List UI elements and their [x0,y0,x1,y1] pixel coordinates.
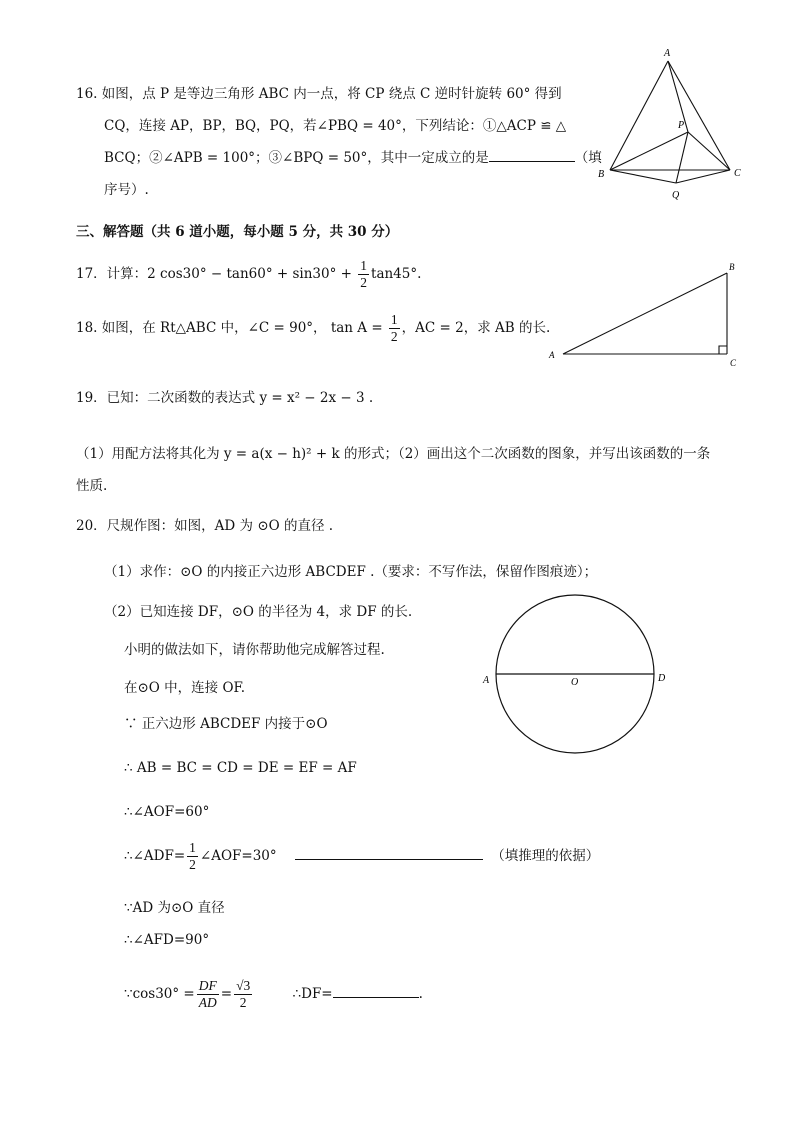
q17-den: 2 [360,275,368,290]
q20-step8-conclusion: ∴DF= [292,986,333,1002]
q20-step8-text: ∵cos30° = [124,986,195,1002]
fig16-label-b: B [598,169,605,180]
q18-fraction [389,312,400,345]
fig16-line-ac [668,61,730,170]
q16-line3-tail: （填 [574,150,602,166]
q20-step6: ∵AD 为⊙O 直径 [124,900,225,916]
q20-step5-hint: （填推理的依据） [491,848,600,864]
fig18-line-ab [563,273,727,354]
fig16-line-ab [610,61,668,170]
q19-line3: 性质. [76,478,108,494]
fig16-label-q: Q [672,190,680,201]
q20-step2: ∵ 正六边形 ABCDEF 内接于⊙O [124,716,328,732]
q17-suffix: tan45°. [371,266,422,282]
q20-step8-root-num: √3 [236,978,251,993]
q20-intro: 小明的做法如下，请你帮助他完成解答过程. [124,642,385,658]
q20-reason-blank[interactable] [295,847,483,860]
q18-text: 18. 如图，在 Rt△ABC 中，∠C = 90°， tan A = [76,320,387,336]
q17-num: 1 [360,258,368,273]
q20-df-blank[interactable] [333,985,419,998]
q20-step8-root-fraction [234,978,252,1011]
fig20-label-d: D [658,673,666,684]
q17 [76,258,421,291]
q20-part1: （1）求作：⊙O 的内接正六边形 ABCDEF .（要求：不写作法，保留作图痕迹）； [104,564,598,580]
fig20-label-o: O [571,677,579,688]
q20-step8-num: DF [198,978,217,993]
q20-step5-fraction [187,840,198,873]
fig16-line-cq [676,170,730,183]
q20-step4: ∴∠AOF=60° [124,804,210,820]
fig16-line-cp [688,132,730,170]
q16-line4: 序号）. [104,182,149,198]
q20-step5-den: 2 [189,857,196,872]
q17-text: 17．计算：2 cos30° − tan60° + sin30° + [76,266,357,282]
q18 [76,312,550,345]
q20-step8-root-den: 2 [239,995,247,1010]
q20-step1: 在⊙O 中，连接 OF. [124,680,246,696]
q20-step3: ∴ AB = BC = CD = DE = EF = AF [124,760,357,776]
q20-step8-fraction [197,978,219,1011]
q20-step8-den: AD [198,995,217,1010]
fig16-line-pq [676,132,688,183]
figure-16-triangle [590,44,760,204]
q20-line1: 20．尺规作图：如图，AD 为 ⊙O 的直径 . [76,518,334,534]
q16-line3-text: BCQ；②∠APB = 100°；③∠BPQ = 50°，其中一定成立的是 [104,150,489,166]
fig18-label-c: C [730,358,737,368]
q20-part2: （2）已知连接 DF，⊙O 的半径为 4，求 DF 的长. [104,604,413,620]
fig16-line-bq [610,170,676,183]
q16-line2: CQ，连接 AP，BP，BQ，PQ，若∠PBQ = 40°，下列结论：①△ACP ≌ △ [104,118,567,134]
q19-line2: （1）用配方法将其化为 y = a(x − h)² + k 的形式；（2）画出这个二次函数的图象，并写出该函数的一条 [76,446,711,462]
q20-step5-angle: ∠AOF=30° [199,848,277,864]
q18-num: 1 [390,312,398,327]
fig20-label-a: A [483,675,490,686]
q20-step8 [124,978,423,1011]
fig18-right-angle-mark [719,346,727,354]
q16-line3 [104,146,602,166]
section-3-title: 三、解答题（共 6 道小题，每小题 5 分，共 30 分） [76,224,399,240]
fig16-line-bp [610,132,688,170]
q19-line1: 19．已知：二次函数的表达式 y = x² − 2x − 3 . [76,390,374,406]
q20-step7: ∴∠AFD=90° [124,932,210,948]
q20-step5 [124,840,599,873]
q20-step5-text: ∴∠ADF= [124,848,186,864]
fig18-label-a: A [549,350,555,360]
q17-fraction [358,258,369,291]
q20-step8-period: . [418,986,423,1002]
fig16-label-p: P [678,120,685,131]
q16-answer-blank[interactable] [489,149,575,162]
fig16-label-a: A [664,48,671,59]
figure-20-circle [478,592,678,760]
q18-den: 2 [390,329,398,344]
q20-step8-eq: = [220,986,233,1002]
figure-18-right-triangle [545,258,745,373]
fig18-label-b: B [729,262,735,272]
fig16-label-c: C [734,168,741,179]
q16-line1: 16. 如图，点 P 是等边三角形 ABC 内一点，将 CP 绕点 C 逆时针旋转 60° 得到 [76,86,562,102]
q20-step5-num: 1 [189,840,196,855]
q18-suffix: ，AC = 2，求 AB 的长. [401,320,551,336]
